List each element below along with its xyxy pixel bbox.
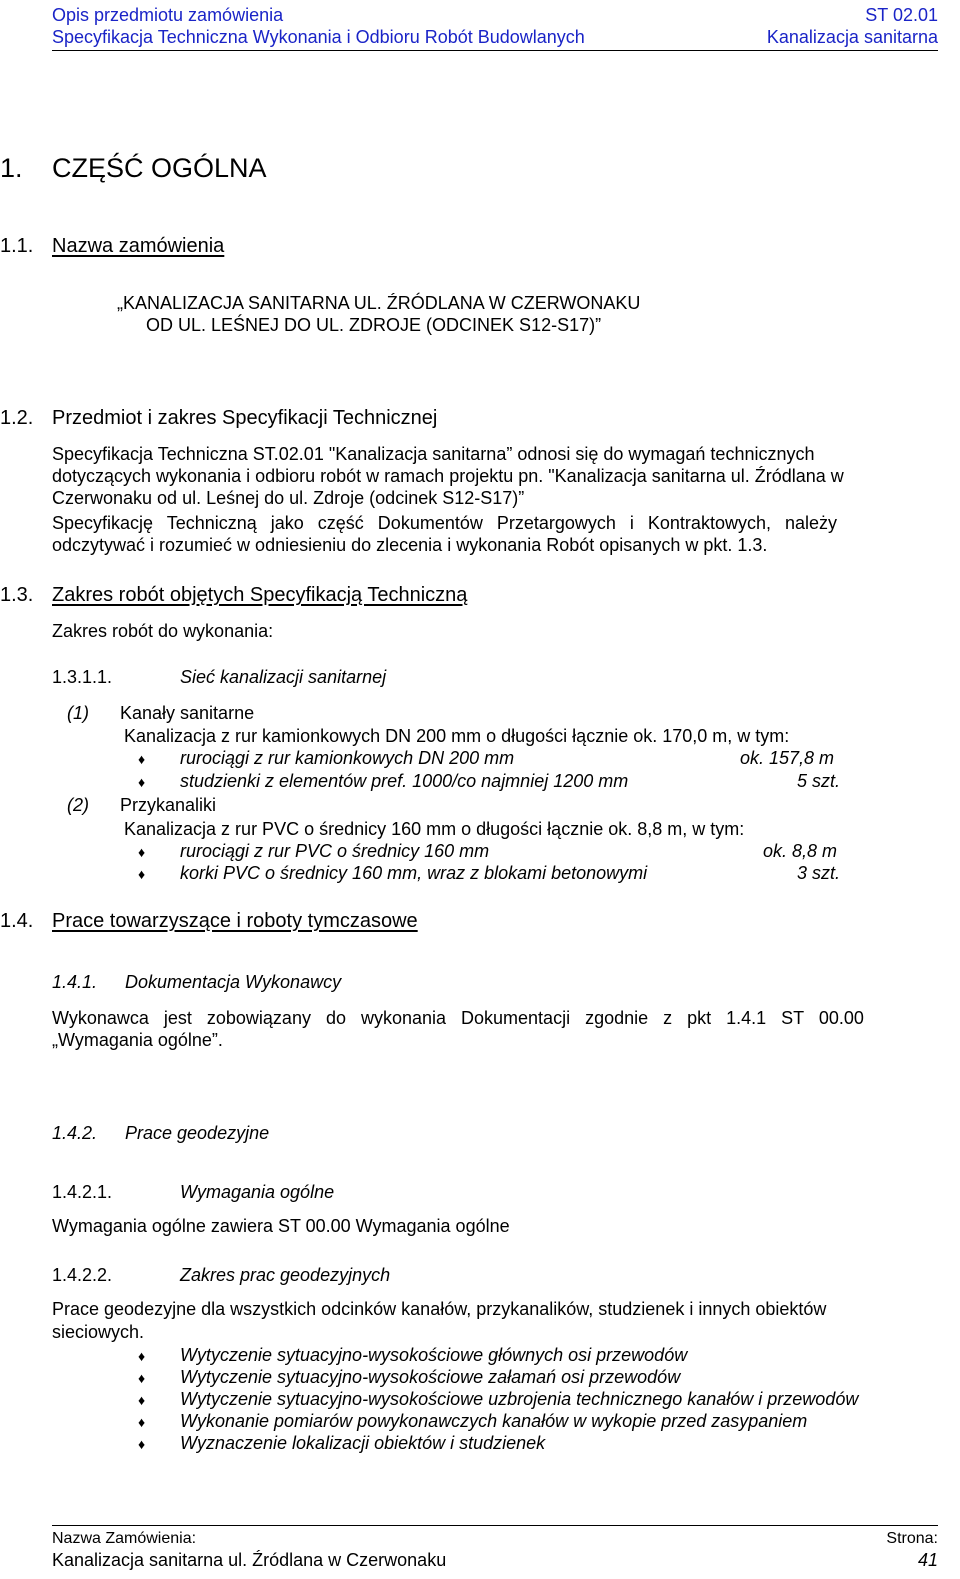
- footer-rule: [52, 1525, 938, 1526]
- section-1-4-2-2-text-line-2: sieciowych.: [52, 1322, 145, 1342]
- item-1-description: Kanalizacja z rur kamionkowych DN 200 mm o długości łącznie ok. 170,0 m, w tym:: [124, 726, 790, 746]
- diamond-bullet-icon: ♦: [138, 844, 146, 860]
- diamond-bullet-icon: ♦: [138, 774, 146, 790]
- section-1-2-number: 1.2.: [0, 407, 34, 429]
- section-1-2-para-line-4: Specyfikację Techniczną jako część Dokumentów Przetargowych i Kontraktowych, należy: [52, 513, 837, 533]
- section-1-4-2-title: Prace geodezyjne: [125, 1123, 270, 1143]
- item-2-bullet-1-qty: ok. 8,8 m: [763, 841, 838, 861]
- item-1-label: Kanały sanitarne: [120, 703, 255, 723]
- geodesy-bullet-5: Wyznaczenie lokalizacji obiektów i studzienek: [180, 1433, 546, 1453]
- section-1-4-2-1-title: Wymagania ogólne: [180, 1182, 335, 1202]
- diamond-bullet-icon: ♦: [138, 1436, 146, 1452]
- header-doc-type: Opis przedmiotu zamówienia: [52, 5, 284, 25]
- diamond-bullet-icon: ♦: [138, 1414, 146, 1430]
- section-1-4-2-2-text-line-1: Prace geodezyjne dla wszystkich odcinków kanałów, przykanalików, studzienek i innych obiektów: [52, 1299, 827, 1319]
- header-rule: [52, 50, 938, 51]
- geodesy-bullet-1: Wytyczenie sytuacyjno-wysokościowe głównych osi przewodów: [180, 1345, 688, 1365]
- diamond-bullet-icon: ♦: [138, 1392, 146, 1408]
- item-2-bullet-1-text: rurociągi z rur PVC o średnicy 160 mm: [180, 841, 490, 861]
- section-1-4-1-title: Dokumentacja Wykonawcy: [125, 972, 342, 992]
- section-1-title: CZĘŚĆ OGÓLNA: [52, 153, 267, 183]
- section-1-1-title: Nazwa zamówienia: [52, 235, 225, 257]
- diamond-bullet-icon: ♦: [138, 751, 146, 767]
- section-1-2-title: Przedmiot i zakres Specyfikacji Technicznej: [52, 407, 438, 429]
- footer-page-number: 41: [917, 1550, 938, 1570]
- section-1-number: 1.: [0, 153, 23, 183]
- section-1-3-title: Zakres robót objętych Specyfikacją Techniczną: [52, 584, 468, 606]
- item-2-bullet-2-qty: 3 szt.: [797, 863, 841, 883]
- header-spec-subject: Kanalizacja sanitarna: [766, 27, 938, 47]
- section-1-2-para-line-5: odczytywać i rozumieć w odniesieniu do zlecenia i wykonania Robót opisanych w pkt. 1.3.: [52, 535, 768, 555]
- section-1-4-2-1-text: Wymagania ogólne zawiera ST 00.00 Wymagania ogólne: [52, 1216, 510, 1236]
- section-1-1-number: 1.1.: [0, 235, 34, 257]
- item-2-description: Kanalizacja z rur PVC o średnicy 160 mm o długości łącznie ok. 8,8 m, w tym:: [124, 819, 745, 839]
- diamond-bullet-icon: ♦: [138, 1370, 146, 1386]
- section-1-4-2-2-number: 1.4.2.2.: [52, 1265, 113, 1285]
- item-1-bullet-1-text: rurociągi z rur kamionkowych DN 200 mm: [180, 748, 515, 768]
- item-2-label: Przykanaliki: [120, 795, 217, 815]
- item-1-bullet-1-qty: ok. 157,8 m: [740, 748, 835, 768]
- section-1-3-1-1-number: 1.3.1.1.: [52, 667, 113, 687]
- geodesy-bullet-4: Wykonanie pomiarów powykonawczych kanałów w wykopie przed zasypaniem: [180, 1411, 808, 1431]
- diamond-bullet-icon: ♦: [138, 866, 146, 882]
- diamond-bullet-icon: ♦: [138, 1348, 146, 1364]
- item-1-marker: (1): [67, 703, 89, 723]
- section-1-3-number: 1.3.: [0, 584, 34, 606]
- order-name-line-1: „KANALIZACJA SANITARNA UL. ŹRÓDLANA W CZERWONAKU: [117, 293, 641, 313]
- item-2-marker: (2): [67, 795, 89, 815]
- section-1-2-para-line-1: Specyfikacja Techniczna ST.02.01 "Kanalizacja sanitarna” odnosi się do wymagań technicznych: [52, 444, 815, 464]
- section-1-4-2-2-title: Zakres prac geodezyjnych: [180, 1265, 391, 1285]
- geodesy-bullet-2: Wytyczenie sytuacyjno-wysokościowe załamań osi przewodów: [180, 1367, 681, 1387]
- footer-order-name: Kanalizacja sanitarna ul. Źródlana w Czerwonaku: [52, 1550, 447, 1570]
- section-1-4-1-number: 1.4.1.: [52, 972, 98, 992]
- section-1-2-para-line-3: Czerwonaku od ul. Leśnej do ul. Zdroje (odcinek S12-S17)”: [52, 488, 525, 508]
- item-1-bullet-2-text: studzienki z elementów pref. 1000/co najmniej 1200 mm: [180, 771, 629, 791]
- section-1-4-2-1-number: 1.4.2.1.: [52, 1182, 113, 1202]
- section-1-4-number: 1.4.: [0, 910, 34, 932]
- section-1-4-title: Prace towarzyszące i roboty tymczasowe: [52, 910, 418, 932]
- section-1-4-1-text-line-1: Wykonawca jest zobowiązany do wykonania Dokumentacji zgodnie z pkt 1.4.1 ST 00.00: [52, 1008, 864, 1028]
- section-1-3-intro: Zakres robót do wykonania:: [52, 621, 274, 641]
- section-1-4-2-number: 1.4.2.: [52, 1123, 98, 1143]
- section-1-3-1-1-title: Sieć kanalizacji sanitarnej: [180, 667, 387, 687]
- section-1-2-para-line-2: dotyczących wykonania i odbioru robót w ramach projektu pn. "Kanalizacja sanitarna ul. Źródlana w: [52, 466, 844, 486]
- item-2-bullet-2-text: korki PVC o średnicy 160 mm, wraz z blokami betonowymi: [180, 863, 648, 883]
- footer-page-label: Strona:: [886, 1530, 938, 1547]
- section-1-4-1-text-line-2: „Wymagania ogólne”.: [52, 1030, 223, 1050]
- header-spec-code: ST 02.01: [865, 5, 938, 25]
- order-name-line-2: OD UL. LEŚNEJ DO UL. ZDROJE (ODCINEK S12-S17)”: [146, 315, 602, 335]
- footer-order-label: Nazwa Zamówienia:: [52, 1530, 197, 1547]
- geodesy-bullet-3: Wytyczenie sytuacyjno-wysokościowe uzbrojenia technicznego kanałów i przewodów: [180, 1389, 859, 1409]
- header-spec-title: Specyfikacja Techniczna Wykonania i Odbioru Robót Budowlanych: [52, 27, 585, 47]
- item-1-bullet-2-qty: 5 szt.: [797, 771, 841, 791]
